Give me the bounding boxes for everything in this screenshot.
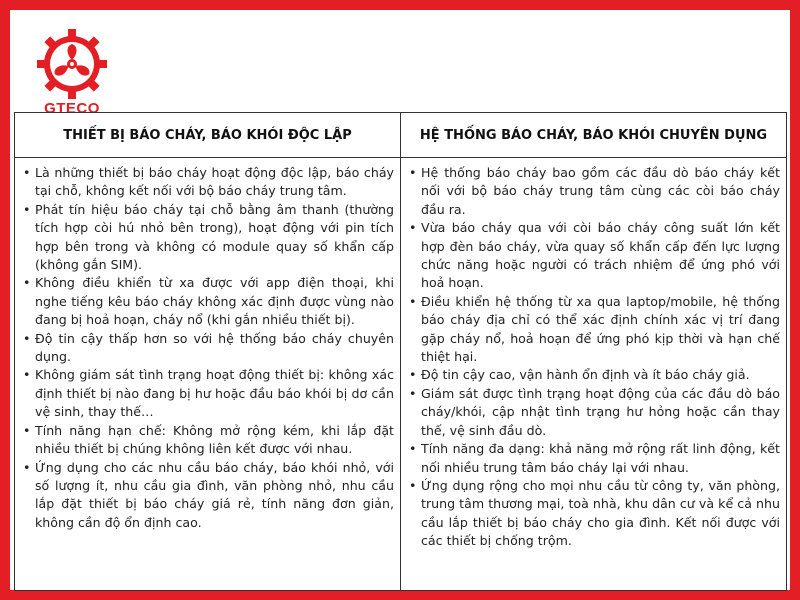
gteco-logo — [32, 28, 112, 118]
list-item: • Ứng dụng cho các nhu cầu báo cháy, báo khói nhỏ, với số lượng ít, nhu cầu gia đình, văn phòng nhỏ, nhu cầu lắp đặt thiết bị báo cháy giá rẻ, tính năng đơn giản, không cần độ ổn định cao. — [23, 459, 394, 533]
list-item: • Vừa báo cháy qua với còi báo cháy công suất lớn kết hợp đèn báo cháy, vừa quay số khẩn cấp đến lực lượng chức năng hoặc người có trách nhiệm để ứng phó với hoả hoạn. — [409, 219, 780, 293]
list-item: • Không điều khiển từ xa được với app điện thoại, khi nghe tiếng kêu báo cháy không xác định được vùng nào đang bị hoả hoạn, cháy nổ (khi gắn nhiều thiết bị). — [23, 274, 394, 329]
list-item: • Phát tín hiệu báo cháy tại chỗ bằng âm thanh (thường tích hợp còi hú nhỏ bên trong), hoạt động với pin tích hợp bên trong và không có module quay số khẩn cấp (không gắn SIM). — [23, 201, 394, 275]
list-item: • Độ tin cậy thấp hơn so với hệ thống báo cháy chuyên dụng. — [23, 330, 394, 367]
column-header-professional: HỆ THỐNG BÁO CHÁY, BÁO KHÓI CHUYÊN DỤNG — [401, 113, 787, 158]
column-header-standalone: THIẾT BỊ BÁO CHÁY, BÁO KHÓI ĐỘC LẬP — [15, 113, 401, 158]
list-item: • Là những thiết bị báo cháy hoạt động độc lập, báo cháy tại chỗ, không kết nối với bộ báo cháy trung tâm. — [23, 164, 394, 201]
list-item: • Giám sát được tình trạng hoạt động của các đầu dò báo cháy/khói, cập nhật tình trạng hư hỏng hoặc cần thay thế, vệ sinh đầu dò. — [409, 385, 780, 440]
list-item: • Điều khiển hệ thống từ xa qua laptop/mobile, hệ thống báo cháy địa chỉ có thể xác định chính xác vị trí đang gặp cháy nổ, hoả hoạn để ứng phó kịp thời và hạn chế thiệt hại. — [409, 293, 780, 367]
table-header-row — [15, 113, 787, 158]
list-item: • Tính năng hạn chế: Không mở rộng kém, khi lắp đặt nhiều thiết bị chúng không liên kết được với nhau. — [23, 422, 394, 459]
column-standalone-points — [15, 158, 401, 591]
brand-name: GTECO — [44, 100, 100, 117]
list-item: • Độ tin cậy cao, vận hành ổn định và ít báo cháy giả. — [409, 366, 780, 384]
document-sheet — [10, 10, 790, 590]
table-body-row — [15, 158, 787, 591]
gear-fan-icon — [32, 28, 112, 100]
list-item: • Hệ thống báo cháy bao gồm các đầu dò báo cháy kết nối với bộ báo cháy trung tâm cùng các còi báo cháy đầu ra. — [409, 164, 780, 219]
point-list — [409, 164, 780, 551]
comparison-table — [14, 112, 787, 591]
list-item: • Ứng dụng rộng cho mọi nhu cầu từ công ty, văn phòng, trung tâm thương mại, toà nhà, khu dân cư và kể cả nhu cầu lắp thiết bị báo cháy cho gia đình. Kết nối được với các thiết bị chống trộm. — [409, 477, 780, 551]
list-item: • Không giám sát tình trạng hoạt động thiết bị: không xác định thiết bị nào đang bị hư hoặc đầu báo khói bị dơ cần vệ sinh, thay thế… — [23, 366, 394, 421]
list-item: • Tính năng đa dạng: khả năng mở rộng rất linh động, kết nối nhiều trung tâm báo cháy lại với nhau. — [409, 440, 780, 477]
point-list — [23, 164, 394, 532]
column-professional-points — [401, 158, 787, 591]
